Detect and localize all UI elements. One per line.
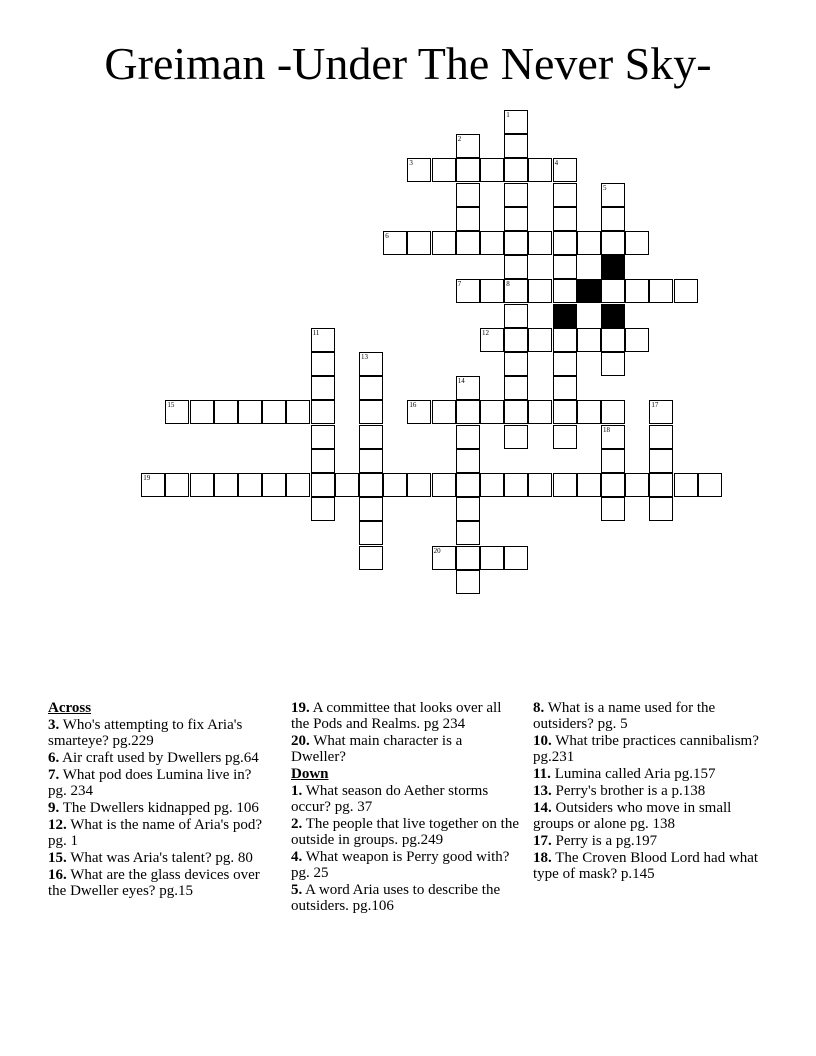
grid-cell[interactable] (456, 207, 480, 231)
clue-text: What was Aria's talent? pg. 80 (66, 850, 253, 866)
clue-number: 11. (533, 766, 551, 782)
grid-cell[interactable] (359, 400, 383, 424)
grid-cell[interactable] (601, 207, 625, 231)
grid-cell[interactable] (383, 231, 407, 255)
grid-cell[interactable] (649, 473, 673, 497)
grid-cell[interactable] (625, 473, 649, 497)
clue-number: 7. (48, 767, 60, 783)
clue-number: 18. (533, 850, 552, 866)
grid-cell[interactable] (504, 134, 528, 158)
grid-cell[interactable] (456, 546, 480, 570)
clue-number: 8. (533, 700, 545, 716)
grid-cell[interactable] (407, 473, 431, 497)
grid-cell[interactable] (601, 279, 625, 303)
grid-cell[interactable] (456, 521, 480, 545)
clue-number: 5 (603, 183, 607, 192)
grid-cell[interactable] (359, 497, 383, 521)
grid-cell[interactable] (238, 473, 262, 497)
clue-text: What tribe practices cannibalism? pg.231 (533, 733, 759, 765)
grid-cell[interactable] (649, 449, 673, 473)
grid-cell[interactable] (601, 231, 625, 255)
grid-cell[interactable] (504, 425, 528, 449)
clue-item (533, 700, 759, 732)
grid-cell[interactable] (504, 279, 528, 303)
grid-cell[interactable] (359, 473, 383, 497)
grid-cell[interactable] (674, 473, 698, 497)
grid-cell[interactable] (553, 158, 577, 182)
grid-cell[interactable] (214, 473, 238, 497)
grid-cell[interactable] (432, 231, 456, 255)
grid-cell[interactable] (456, 449, 480, 473)
puzzle-title: Greiman -Under The Never Sky- (104, 38, 712, 89)
grid-cell[interactable] (359, 376, 383, 400)
grid-cell[interactable] (311, 352, 335, 376)
grid-cell[interactable] (649, 425, 673, 449)
clue-number: 8 (506, 280, 510, 289)
clue-item (291, 816, 519, 848)
grid-cell[interactable] (528, 279, 552, 303)
grid-cell[interactable] (504, 376, 528, 400)
grid-cell[interactable] (504, 110, 528, 134)
grid-cell[interactable] (625, 328, 649, 352)
clue-number: 20 (433, 546, 441, 555)
clue-number: 14 (457, 377, 465, 386)
grid-block (553, 304, 577, 328)
grid-cell[interactable] (553, 231, 577, 255)
clue-text: What is a name used for the outsiders? pg. 5 (533, 700, 716, 732)
grid-cell[interactable] (165, 400, 189, 424)
grid-cell[interactable] (165, 473, 189, 497)
clues-column-1 (48, 700, 270, 900)
clue-text: What season do Aether storms occur? pg. 37 (291, 783, 489, 815)
clue-item (533, 733, 759, 765)
grid-cell[interactable] (141, 473, 165, 497)
clue-number: 19 (143, 474, 151, 482)
clue-text: What is the name of Aria's pod? pg. 1 (48, 817, 263, 849)
grid-cell[interactable] (625, 231, 649, 255)
grid-cell[interactable] (335, 473, 359, 497)
grid-cell[interactable] (698, 473, 722, 497)
grid-cell[interactable] (407, 231, 431, 255)
clue-item (291, 700, 519, 732)
clue-text: What pod does Lumina live in? pg. 234 (48, 767, 252, 799)
clue-number: 9. (48, 800, 60, 816)
clue-text: The Dwellers kidnapped pg. 106 (59, 800, 259, 816)
grid-cell[interactable] (577, 400, 601, 424)
grid-cell[interactable] (480, 400, 504, 424)
grid-cell[interactable] (311, 376, 335, 400)
clue-number: 19. (291, 700, 310, 716)
grid-cell[interactable] (528, 400, 552, 424)
grid-cell[interactable] (311, 328, 335, 352)
grid-cell[interactable] (432, 546, 456, 570)
clue-item (291, 783, 519, 815)
clues-column-2 (291, 700, 519, 915)
grid-cell[interactable] (480, 546, 504, 570)
grid-cell[interactable] (456, 279, 480, 303)
grid-cell[interactable] (528, 473, 552, 497)
clue-item (48, 750, 270, 766)
clue-number: 14. (533, 800, 552, 816)
clue-item (291, 733, 519, 765)
clue-text: Who's attempting to fix Aria's smarteye? pg.229 (48, 717, 243, 749)
clue-item (48, 767, 270, 799)
grid-cell[interactable] (528, 231, 552, 255)
clue-number: 15. (48, 850, 67, 866)
grid-cell[interactable] (649, 400, 673, 424)
clue-number: 7 (457, 280, 462, 289)
grid-cell[interactable] (504, 473, 528, 497)
grid-cell[interactable] (456, 158, 480, 182)
grid-cell[interactable] (553, 376, 577, 400)
grid-cell[interactable] (407, 400, 431, 424)
grid-cell[interactable] (407, 158, 431, 182)
clue-number: 16 (409, 401, 417, 410)
clue-item (533, 800, 759, 832)
grid-cell[interactable] (577, 231, 601, 255)
grid-cell[interactable] (456, 134, 480, 158)
clue-item (291, 882, 519, 914)
grid-cell[interactable] (553, 352, 577, 376)
grid-cell[interactable] (553, 400, 577, 424)
clue-item (48, 717, 270, 749)
clue-number: 6 (385, 232, 389, 240)
grid-cell[interactable] (190, 473, 214, 497)
clue-text: A word Aria uses to describe the outsiders. pg.106 (291, 882, 501, 914)
grid-cell[interactable] (383, 473, 407, 497)
clue-number: 2. (291, 816, 303, 832)
grid-cell[interactable] (553, 207, 577, 231)
grid-cell[interactable] (553, 328, 577, 352)
grid-cell[interactable] (553, 425, 577, 449)
grid-cell[interactable] (432, 400, 456, 424)
grid-cell[interactable] (286, 400, 310, 424)
grid-cell[interactable] (480, 231, 504, 255)
grid-cell[interactable] (601, 473, 625, 497)
clue-number: 16. (48, 867, 67, 883)
grid-cell[interactable] (190, 400, 214, 424)
grid-cell[interactable] (649, 497, 673, 521)
clue-number: 2 (457, 135, 462, 144)
grid-cell[interactable] (480, 158, 504, 182)
grid-cell[interactable] (432, 158, 456, 182)
clue-text: Perry is a pg.197 (551, 833, 658, 849)
grid-cell[interactable] (553, 473, 577, 497)
grid-cell[interactable] (286, 473, 310, 497)
clue-text: Air craft used by Dwellers pg.64 (59, 750, 259, 766)
clue-text: Perry's brother is a p.138 (551, 783, 706, 799)
grid-cell[interactable] (601, 497, 625, 521)
grid-block (601, 255, 625, 279)
grid-cell[interactable] (480, 279, 504, 303)
grid-cell[interactable] (625, 279, 649, 303)
grid-cell[interactable] (601, 400, 625, 424)
grid-cell[interactable] (359, 546, 383, 570)
grid-cell[interactable] (456, 183, 480, 207)
grid-cell[interactable] (504, 183, 528, 207)
clue-number: 13. (533, 783, 552, 799)
clue-item (48, 850, 270, 866)
clue-number: 5. (291, 882, 303, 898)
grid-cell[interactable] (504, 546, 528, 570)
grid-cell[interactable] (480, 473, 504, 497)
clue-item (48, 817, 270, 849)
grid-cell[interactable] (456, 400, 480, 424)
clue-number: 15 (167, 401, 175, 410)
grid-cell[interactable] (311, 400, 335, 424)
grid-cell[interactable] (456, 570, 480, 594)
clue-item (533, 766, 759, 782)
grid-cell[interactable] (504, 231, 528, 255)
grid-cell[interactable] (456, 231, 480, 255)
clue-number: 13 (361, 353, 368, 361)
grid-cell[interactable] (262, 473, 286, 497)
grid-cell[interactable] (601, 449, 625, 473)
clue-number: 12 (482, 328, 489, 337)
grid-cell[interactable] (504, 158, 528, 182)
clue-text: Outsiders who move in small groups or alone pg. 138 (533, 800, 732, 832)
grid-cell[interactable] (601, 425, 625, 449)
grid-cell[interactable] (456, 425, 480, 449)
grid-cell[interactable] (504, 304, 528, 328)
grid-cell[interactable] (504, 207, 528, 231)
grid-cell[interactable] (214, 400, 238, 424)
clue-item (533, 783, 759, 799)
clue-item (48, 867, 270, 899)
clue-section-header: Down (291, 766, 329, 782)
clue-item (48, 800, 270, 816)
grid-cell[interactable] (359, 521, 383, 545)
grid-cell[interactable] (674, 279, 698, 303)
grid-cell[interactable] (238, 400, 262, 424)
clue-text: Lumina called Aria pg.157 (550, 766, 716, 782)
clue-text: The people that live together on the outside in groups. pg.249 (291, 816, 519, 848)
grid-cell[interactable] (456, 473, 480, 497)
grid-cell[interactable] (359, 425, 383, 449)
grid-block (577, 279, 601, 303)
clue-item (533, 833, 759, 849)
clue-number: 1. (291, 783, 303, 799)
grid-cell[interactable] (577, 473, 601, 497)
clue-number: 3. (48, 717, 60, 733)
clue-number: 1 (506, 111, 510, 119)
grid-cell[interactable] (262, 400, 286, 424)
clue-number: 17. (533, 833, 552, 849)
grid-cell[interactable] (601, 328, 625, 352)
clue-number: 17 (651, 401, 659, 410)
grid-cell[interactable] (528, 158, 552, 182)
grid-block (601, 304, 625, 328)
clue-number: 11 (312, 328, 320, 337)
grid-cell[interactable] (601, 183, 625, 207)
grid-cell[interactable] (504, 328, 528, 352)
clue-number: 4. (291, 849, 303, 865)
clue-item (291, 849, 519, 881)
clue-item (533, 850, 759, 882)
grid-cell[interactable] (577, 328, 601, 352)
grid-cell[interactable] (432, 473, 456, 497)
clue-number: 3 (409, 159, 413, 168)
grid-cell[interactable] (649, 279, 673, 303)
clue-number: 10. (533, 733, 552, 749)
clue-number: 20. (291, 733, 310, 749)
grid-cell[interactable] (359, 352, 383, 376)
grid-cell[interactable] (504, 352, 528, 376)
clue-number: 4 (554, 159, 559, 168)
grid-cell[interactable] (528, 328, 552, 352)
clue-text: The Croven Blood Lord had what type of mask? p.145 (533, 850, 759, 882)
clue-number: 12. (48, 817, 67, 833)
grid-cell[interactable] (601, 352, 625, 376)
clues-column-3 (533, 700, 759, 883)
grid-cell[interactable] (553, 279, 577, 303)
grid-cell[interactable] (311, 473, 335, 497)
grid-cell[interactable] (553, 255, 577, 279)
clue-text: A committee that looks over all the Pods and Realms. pg 234 (291, 700, 502, 732)
grid-cell[interactable] (359, 449, 383, 473)
clue-text: What main character is a Dweller? (291, 733, 463, 765)
grid-cell[interactable] (311, 497, 335, 521)
grid-cell[interactable] (504, 255, 528, 279)
grid-cell[interactable] (553, 183, 577, 207)
clue-text: What weapon is Perry good with? pg. 25 (291, 849, 510, 881)
clue-section-header: Across (48, 700, 92, 716)
clue-number: 6. (48, 750, 60, 766)
grid-cell[interactable] (311, 449, 335, 473)
grid-cell[interactable] (311, 425, 335, 449)
clue-text: What are the glass devices over the Dweller eyes? pg.15 (48, 867, 260, 899)
clue-number: 18 (603, 425, 610, 434)
grid-cell[interactable] (456, 376, 480, 400)
grid-cell[interactable] (456, 497, 480, 521)
grid-cell[interactable] (504, 400, 528, 424)
grid-cell[interactable] (480, 328, 504, 352)
